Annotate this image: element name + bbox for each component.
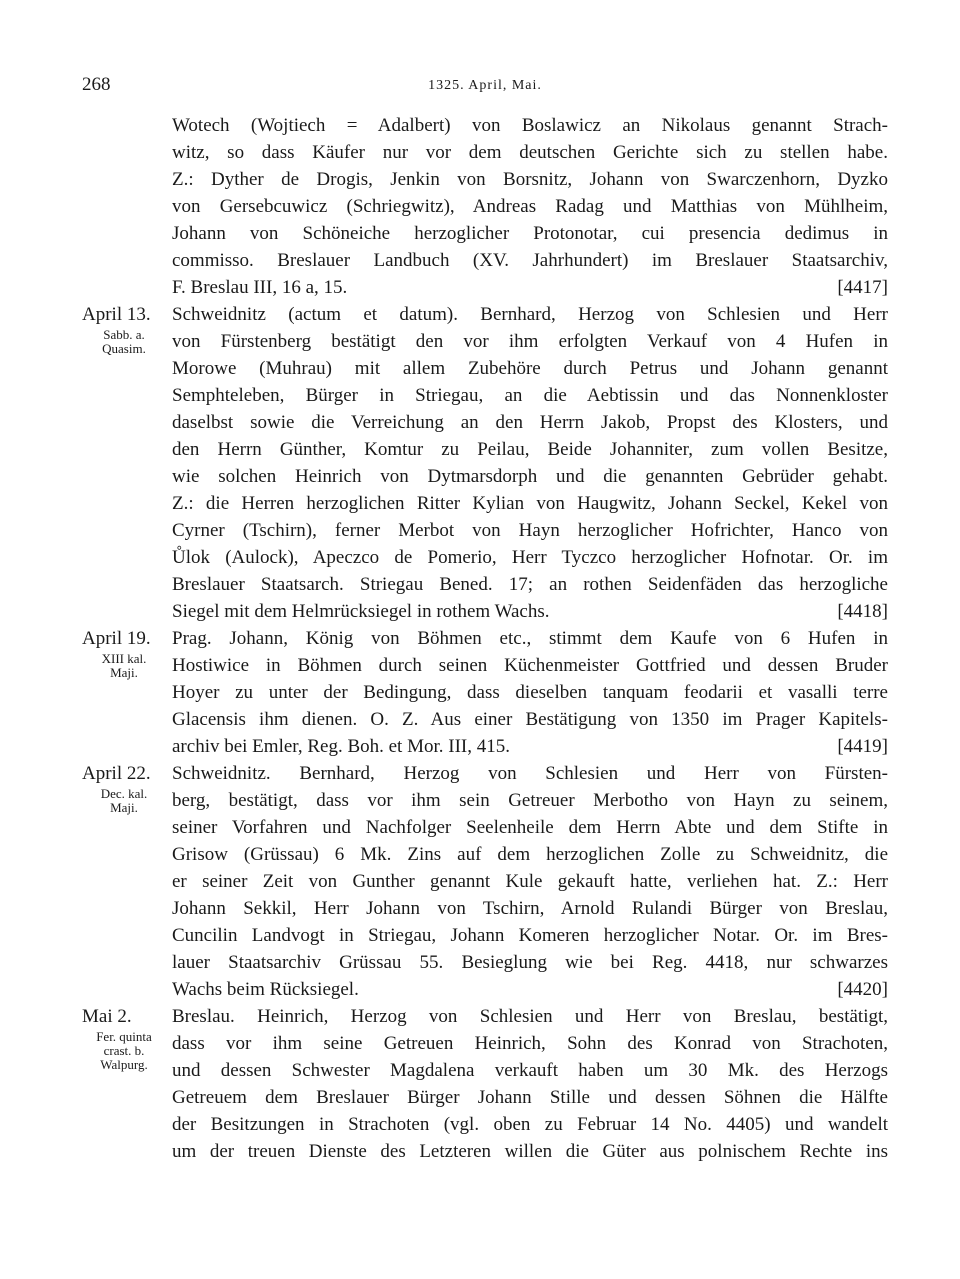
regest-number: [4417] [829,274,888,301]
line-text: den Herrn Günther, Komtur zu Peilau, Beide Johanniter, zum vollen Besitze, [172,439,888,460]
text-line [172,328,888,355]
margin-feast-day: Maji. [110,800,138,815]
text-line [172,355,888,382]
text-line [172,1030,888,1057]
regest-number: [4419] [829,733,888,760]
margin-feast-day: Walpurg. [100,1057,148,1072]
line-text: berg, bestätigt, dass vor ihm sein Getreuer Merbotho von Hayn zu seinem, [172,790,888,811]
text-line [172,517,888,544]
line-text: daselbst sowie die Verreichung an den Herrn Jakob, Propst des Klosters, und [172,412,888,433]
line-text: er seiner Zeit von Gunther genannt Kule gekauft hatte, verliehen hat. Z.: Herr [172,871,888,892]
margin-feast-day: crast. b. [103,1043,145,1058]
text-line [172,787,888,814]
line-text: von Fürstenberg bestätigt den vor ihm erfolgten Verkauf von 4 Hufen in [172,331,888,352]
text-line [172,706,888,733]
margin-feast-day: Dec. kal. [100,786,148,801]
line-text: Johann Sekkil, Herr Johann von Tschirn, Arnold Rulandi Bürger von Breslau, [172,898,888,919]
text-line [172,679,888,706]
text-line [172,409,888,436]
line-text: Schweidnitz (actum et datum). Bernhard, Herzog von Schlesien und Herr [172,304,888,325]
margin-feast-day: Quasim. [102,341,146,356]
text-line [172,382,888,409]
line-text: Ůlok (Aulock), Apeczco de Pomerio, Herr Tyczco herzoglicher Hofnotar. Or. im [172,547,888,568]
text-line [172,166,888,193]
line-text: Z.: Dyther de Drogis, Jenkin von Borsnitz, Johann von Swarczenhorn, Dyzko [172,169,888,190]
line-text: Cyrner (Tschirn), ferner Merbot von Hayn herzoglicher Hofrichter, Hanco von [172,520,888,541]
line-text: Hoyer zu unter der Bedingung, dass dieselben tanquam feodarii et vasalli terre [172,682,888,703]
margin-date: Mai 2. [82,1006,132,1027]
text-line [172,598,888,625]
text-line [172,814,888,841]
text-line [172,976,888,1003]
text-line [172,760,888,787]
text-line [172,301,888,328]
margin-feast-day: Maji. [110,665,138,680]
body-text [172,112,888,1165]
line-text: Grisow (Grüssau) 6 Mk. Zins auf dem herzoglichen Zolle zu Schweidnitz, die [172,844,888,865]
text-line [172,895,888,922]
text-line [172,625,888,652]
line-text: von Gersebcuwicz (Schriegwitz), Andreas Radag und Matthias von Mühlheim, [172,196,888,217]
line-text: wie solchen Heinrich von Dytmarsdorph und die genannten Gebrüder gehabt. [172,466,888,487]
margin-note-april-19 [82,625,166,680]
margin-note-mai-2 [82,1003,166,1072]
text-line [172,436,888,463]
line-text: commisso. Breslauer Landbuch (XV. Jahrhundert) im Breslauer Staatsarchiv, [172,250,888,271]
text-line [172,1003,888,1030]
line-text: Semphteleben, Bürger in Striegau, an die Aebtissin und das Nonnenkloster [172,385,888,406]
line-text: Johann von Schöneiche herzoglicher Protonotar, cui presencia dedimus in [172,223,888,244]
line-text: witz, so dass Käufer nur vor dem deutschen Gerichte sich zu stellen habe. [172,142,888,163]
line-text: Wotech (Wojtiech = Adalbert) von Boslawicz an Nikolaus genannt Strach- [172,115,888,136]
text-line [172,490,888,517]
text-line [172,922,888,949]
line-text: Wachs beim Rücksiegel. [172,979,359,1000]
text-line [172,1111,888,1138]
text-line [172,247,888,274]
line-text: Breslau. Heinrich, Herzog von Schlesien und Herr von Breslau, bestätigt, [172,1006,888,1027]
line-text: Z.: die Herren herzoglichen Ritter Kylian von Haugwitz, Johann Seckel, Kekel von [172,493,888,514]
line-text: archiv bei Emler, Reg. Boh. et Mor. III, 415. [172,736,510,757]
text-line [172,193,888,220]
margin-feast-day: Fer. quinta [96,1029,152,1044]
margin-date: April 22. [82,763,151,784]
text-line [172,274,888,301]
regest-number: [4420] [829,976,888,1003]
regest-number: [4418] [829,598,888,625]
text-line [172,733,888,760]
running-title: 1325. April, Mai. [428,78,542,93]
text-line [172,949,888,976]
text-line [172,544,888,571]
margin-note-april-22 [82,760,166,815]
line-text: Cuncilin Landvogt in Striegau, Johann Komeren herzoglicher Notar. Or. im Bres- [172,925,888,946]
line-text: lauer Staatsarchiv Grüssau 55. Besieglung wie bei Reg. 4418, nur schwarzes [172,952,888,973]
line-text: Breslauer Staatsarch. Striegau Bened. 17; an rothen Seidenfäden das herzogliche [172,574,888,595]
text-line [172,220,888,247]
line-text: und dessen Schwester Magdalena verkauft haben um 30 Mk. des Herzogs [172,1060,888,1081]
line-text: Prag. Johann, König von Böhmen etc., stimmt dem Kaufe von 6 Hufen in [172,628,888,649]
margin-note-april-13 [82,301,166,356]
text-line [172,841,888,868]
text-line [172,1084,888,1111]
line-text: seiner Vorfahren und Nachfolger Seelenheile dem Herrn Abte und dem Stifte in [172,817,888,838]
line-text: F. Breslau III, 16 a, 15. [172,277,348,298]
margin-date: April 19. [82,628,151,649]
line-text: Getreuem dem Breslauer Bürger Johann Stille und dessen Söhnen die Hälfte [172,1087,888,1108]
text-line [172,1057,888,1084]
text-line [172,652,888,679]
text-line [172,463,888,490]
text-line [172,139,888,166]
text-line [172,112,888,139]
line-text: dass vor ihm seine Getreuen Heinrich, Sohn des Konrad von Strachoten, [172,1033,888,1054]
page-number: 268 [82,74,111,95]
line-text: Morowe (Muhrau) mit allem Zubehöre durch Petrus und Johann genannt [172,358,888,379]
line-text: Glacensis ihm dienen. O. Z. Aus einer Bestätigung von 1350 im Prager Kapitels- [172,709,888,730]
line-text: um der treuen Dienste des Letzteren willen die Güter aus polnischem Rechte ins [172,1141,888,1162]
margin-feast-day: Sabb. a. [103,327,145,342]
line-text: der Besitzungen in Strachoten (vgl. oben zu Februar 14 No. 4405) und wandelt [172,1114,888,1135]
text-line [172,571,888,598]
line-text: Hostiwice in Böhmen durch seinen Küchenmeister Gottfried und dessen Bruder [172,655,888,676]
margin-feast-day: XIII kal. [101,651,147,666]
text-line [172,1138,888,1165]
line-text: Schweidnitz. Bernhard, Herzog von Schlesien und Herr von Fürsten- [172,763,888,784]
line-text: Siegel mit dem Helmrücksiegel in rothem Wachs. [172,601,550,622]
text-line [172,868,888,895]
margin-date: April 13. [82,304,151,325]
